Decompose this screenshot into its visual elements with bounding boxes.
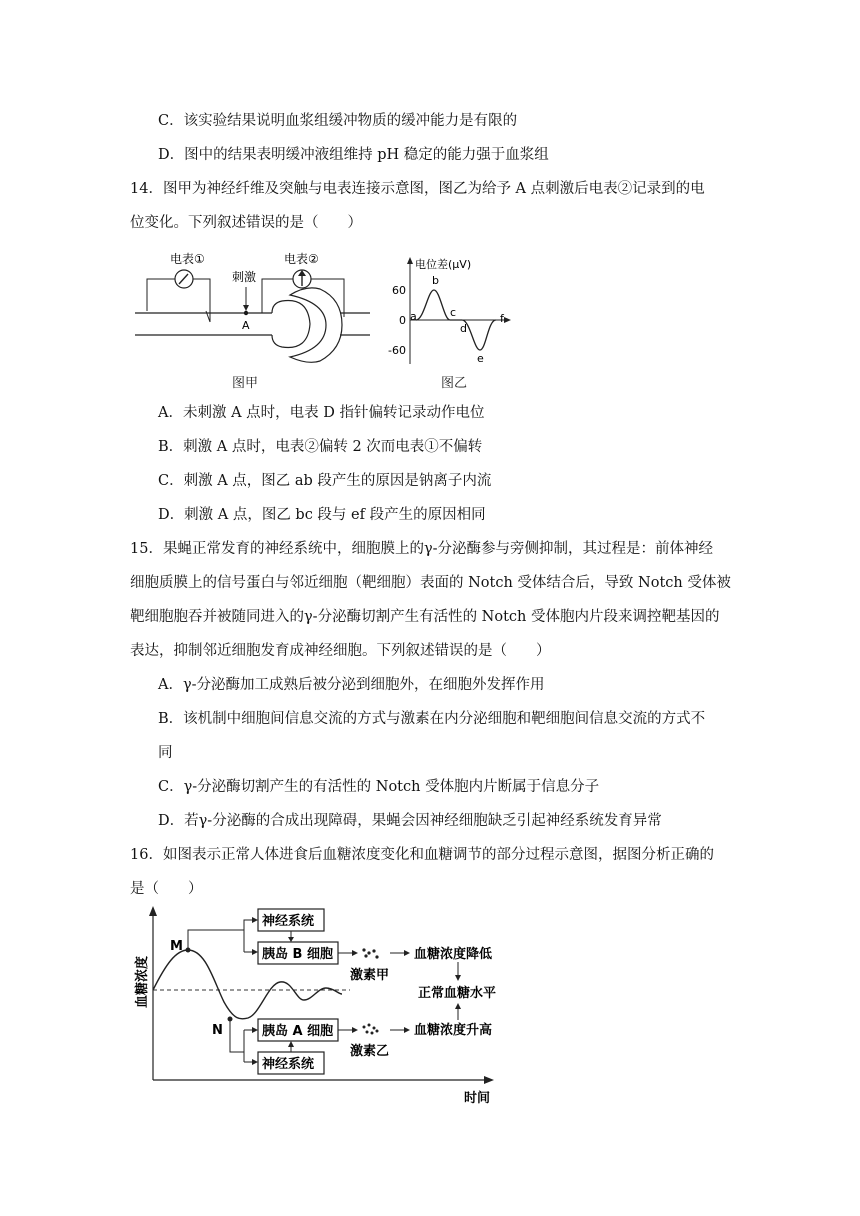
- q16-stem: 16．如图表示正常人体进食后血糖浓度变化和血糖调节的部分过程示意图，据图分析正确的: [130, 847, 714, 863]
- y-tick-label: -60: [388, 344, 406, 357]
- q13-option-d: D．图中的结果表明缓冲液组维持 pH 稳定的能力强于血浆组: [158, 147, 549, 163]
- hormone-b-label: 激素乙: [350, 1044, 390, 1059]
- q15-option-a: A．γ-分泌酶加工成熟后被分泌到细胞外，在细胞外发挥作用: [158, 677, 545, 693]
- meter1-label: 电表①: [170, 252, 205, 266]
- glucose-decrease-label: 血糖浓度降低: [414, 947, 493, 962]
- y-axis-label: 电位差(μV): [415, 258, 472, 271]
- nerve-system-bottom-label: 神经系统: [262, 1057, 315, 1072]
- presynaptic-terminal: [272, 300, 310, 347]
- q14-option-d: D．刺激 A 点，图乙 bc 段与 ef 段产生的原因相同: [158, 507, 486, 523]
- q14-option-c: C．刺激 A 点，图乙 ab 段产生的原因是钠离子内流: [158, 473, 492, 489]
- x-axis-label: 时间: [464, 1091, 491, 1106]
- curve-point-d: d: [460, 322, 467, 335]
- y-tick-label: 60: [392, 284, 406, 297]
- hormone-a-label: 激素甲: [350, 968, 390, 983]
- meter1-wires: [147, 279, 175, 311]
- point-n-label: N: [212, 1023, 223, 1038]
- normal-glucose-label: 正常血糖水平: [418, 986, 497, 1001]
- curve-point-c: c: [450, 306, 457, 319]
- islet-b-cell-label: 胰岛 B 细胞: [262, 947, 333, 962]
- hormone-b-dots: [363, 1024, 379, 1035]
- q14-stem-cont: 位变化。下列叙述错误的是（ ）: [130, 215, 362, 231]
- y-axis-label: 血糖浓度: [135, 955, 150, 1009]
- islet-a-cell-label: 胰岛 A 细胞: [262, 1024, 334, 1039]
- curve-point-e: e: [477, 352, 484, 365]
- q14-stem: 14．图甲为神经纤维及突触与电表连接示意图，图乙为给予 A 点刺激后电表②记录到的电: [130, 181, 705, 197]
- q15-stem-4: 表达，抑制邻近细胞发育成神经细胞。下列叙述错误的是（ ）: [130, 643, 551, 659]
- stimulus-label: 刺激: [232, 270, 257, 284]
- q13-option-c: C．该实验结果说明血浆组缓冲物质的缓冲能力是有限的: [158, 113, 518, 129]
- q14-option-b: B．刺激 A 点时，电表②偏转 2 次而电表①不偏转: [158, 439, 483, 455]
- q15-option-b: B．该机制中细胞间信息交流的方式与激素在内分泌细胞和靶细胞间信息交流的方式不: [158, 711, 706, 727]
- meter2-label: 电表②: [284, 252, 319, 266]
- glucose-increase-label: 血糖浓度升高: [414, 1023, 493, 1038]
- q16-stem-cont: 是（ ）: [130, 881, 203, 897]
- q14-option-a: A．未刺激 A 点时，电表 D 指针偏转记录动作电位: [158, 405, 485, 421]
- figure-jia-caption: 图甲: [232, 376, 259, 391]
- blood-glucose-diagram: [128, 902, 518, 1110]
- q15-option-d: D．若γ-分泌酶的合成出现障碍，果蝇会因神经细胞缺乏引起神经系统发育异常: [158, 813, 662, 829]
- figure-yi-caption: 图乙: [441, 376, 468, 391]
- y-tick-label: 0: [399, 314, 406, 327]
- curve-point-b: b: [432, 274, 439, 287]
- point-m-label: M: [170, 939, 183, 954]
- q15-stem-2: 细胞质膜上的信号蛋白与邻近细胞（靶细胞）表面的 Notch 受体结合后，导致 Notch 受体被: [130, 575, 731, 591]
- q15-stem-1: 15．果蝇正常发育的神经系统中，细胞膜上的γ-分泌酶参与旁侧抑制，其过程是：前体神经: [130, 541, 714, 557]
- q15-option-c: C．γ-分泌酶切割产生的有活性的 Notch 受体胞内片断属于信息分子: [158, 779, 600, 795]
- q15-option-b-cont: 同: [158, 745, 173, 761]
- curve-point-a: a: [410, 310, 417, 323]
- figure-yi-chart: [380, 252, 530, 372]
- q15-stem-3: 靶细胞胞吞并被随同进入的γ-分泌酶切割产生有活性的 Notch 受体胞内片段来调控靶基因的: [130, 609, 720, 625]
- curve-point-f: f: [500, 312, 504, 325]
- hormone-a-dots: [362, 948, 378, 958]
- point-a-label: A: [242, 319, 250, 332]
- postsynaptic-membrane: [290, 288, 342, 362]
- nerve-system-top-label: 神经系统: [262, 914, 315, 929]
